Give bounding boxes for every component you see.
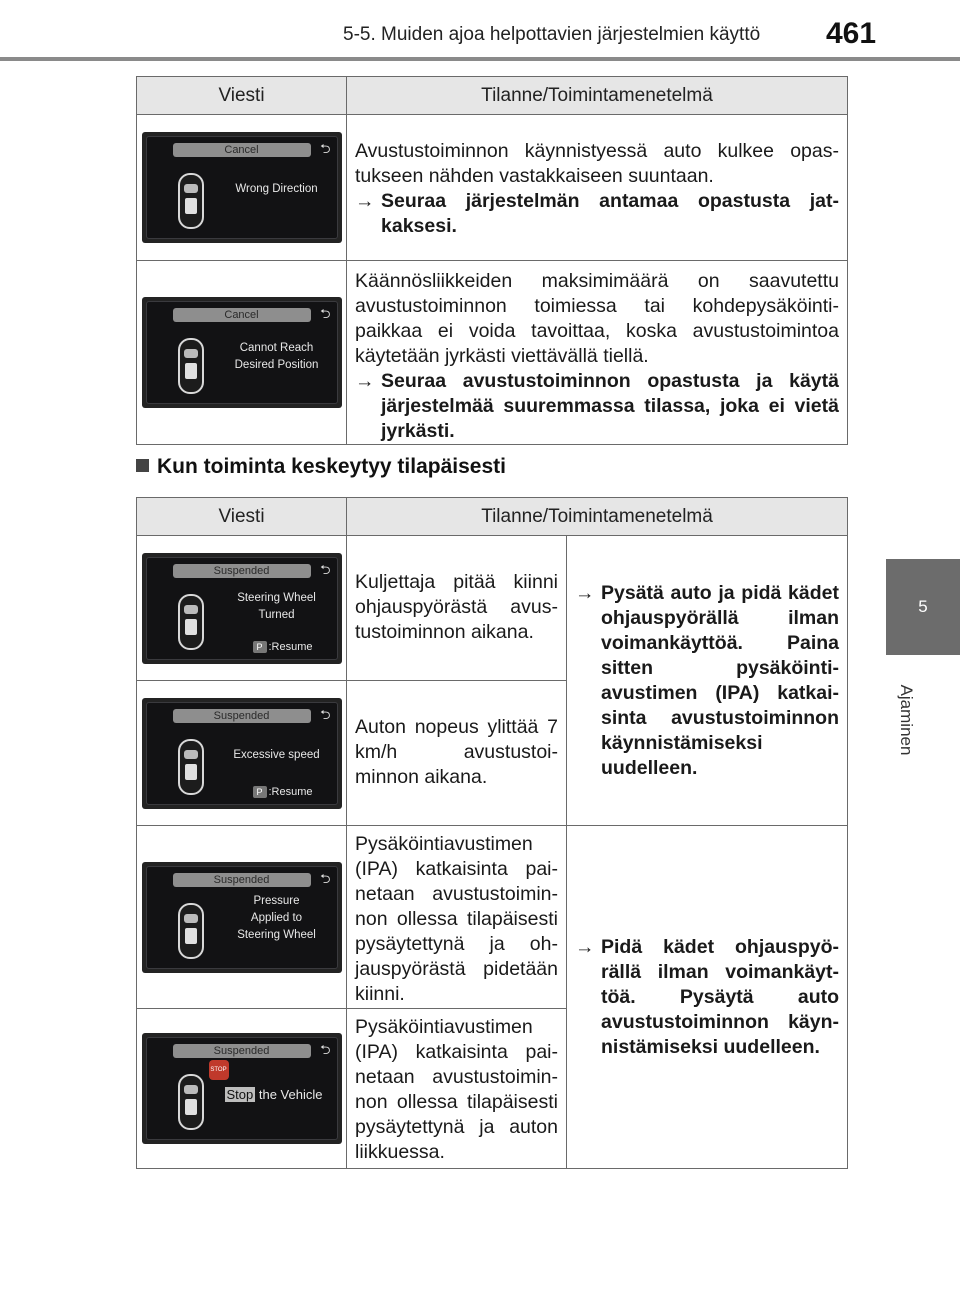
page-number: 461 <box>826 17 877 50</box>
screen-bar: Cancel <box>173 143 311 157</box>
screen-message: Cannot Reach Desired Position <box>234 342 319 371</box>
arrow-icon: → <box>575 935 595 958</box>
action-text: → Pidä kädet ohjauspyö-rällä ilman voimankäyt-töä. Pysäytä auto avustustoiminnon käyn-nistämiseksi uudelleen. <box>575 935 840 1058</box>
message-table-1 <box>136 76 848 445</box>
screen-message: Stop the Vehicle <box>226 1087 323 1102</box>
display-screen <box>142 698 342 809</box>
arrow-icon: → <box>355 190 375 212</box>
car-icon <box>177 593 205 651</box>
action-text: → Seuraa järjestelmän antamaa opastusta jat-kaksesi. <box>355 190 839 237</box>
car-icon <box>177 1073 205 1131</box>
stop-sign-icon: STOP <box>209 1060 229 1080</box>
table-row <box>137 826 848 1009</box>
table-row <box>137 115 848 261</box>
parking-assist-icon: P <box>253 786 267 798</box>
message-table-2 <box>136 497 848 1169</box>
display-screen <box>142 553 342 664</box>
screen-message: Excessive speed <box>233 748 320 761</box>
return-icon: ⮌ <box>320 706 331 722</box>
bullet-square-icon <box>136 459 149 472</box>
action-text: → Pysätä auto ja pidä kädet ohjauspyörällä ilman voimankäyttöä. Paina sitten pysäköinti-avustimen (IPA) katkai-sinta avustustoiminnon käynnistämiseksi uudelleen. <box>575 581 840 779</box>
return-icon: ⮌ <box>320 1042 331 1057</box>
situation-text: Kuljettaja pitää kiinni ohjauspyörästä avus-tustoiminnon aikana. <box>355 571 558 643</box>
chapter-tab: 5 <box>886 559 960 655</box>
chapter-label: Ajaminen <box>897 684 916 756</box>
situation-text: Pysäköintiavustimen (IPA) katkaisinta pai-netaan avustustoimin-non ollessa tilapäisesti pysäytettynä ja oh-jauspyörästä pidetään kiinni. <box>355 833 558 1005</box>
resume-hint: P :Resume <box>253 786 313 798</box>
display-screen <box>142 297 342 408</box>
screen-bar: Suspended <box>173 873 311 887</box>
car-icon <box>177 337 205 395</box>
table-row <box>137 536 848 681</box>
screen-bar: Cancel <box>173 308 311 322</box>
return-icon: ⮌ <box>320 306 331 321</box>
return-icon: ⮌ <box>320 141 331 156</box>
section-heading: Kun toiminta keskeytyy tilapäisesti <box>136 455 506 479</box>
screen-bar: Suspended <box>173 709 311 723</box>
situation-text: Avustustoiminnon käynnistyessä auto kulkee opas-tukseen nähden vastakkaiseen suuntaan. <box>355 140 839 187</box>
display-screen <box>142 132 342 243</box>
situation-text: Käännösliikkeiden maksimimäärä on saavutettu avustustoiminnon toimiessa tai kohdepysäköinti-paikkaa ei voida tavoittaa, koska avustustoimintoa käytetään jyrkästi viettävällä tiellä. <box>355 270 839 367</box>
car-icon <box>177 902 205 960</box>
arrow-icon: → <box>575 581 595 604</box>
screen-message: Pressure Applied to Steering Wheel <box>237 894 316 941</box>
car-icon <box>177 738 205 796</box>
resume-hint: P :Resume <box>253 641 313 653</box>
return-icon: ⮌ <box>320 561 331 577</box>
situation-text: Auton nopeus ylittää 7 km/h avustustoi-minnon aikana. <box>355 716 558 788</box>
table-row <box>137 261 848 445</box>
screen-bar: Suspended <box>173 1044 311 1058</box>
screen-bar: Suspended <box>173 564 311 578</box>
col-header-message: Viesti <box>137 77 347 115</box>
header-divider <box>0 57 960 61</box>
col-header-message: Viesti <box>137 498 347 536</box>
arrow-icon: → <box>355 370 375 392</box>
situation-text: Pysäköintiavustimen (IPA) katkaisinta pai-netaan avustustoimin-non ollessa tilapäisesti pysäytettynä ja auton liikkuessa. <box>355 1016 558 1163</box>
section-title: 5-5. Muiden ajoa helpottavien järjestelmien käyttö <box>343 24 761 45</box>
screen-message: Wrong Direction <box>235 183 318 195</box>
screen-message: Steering Wheel Turned <box>237 591 316 621</box>
display-screen <box>142 862 342 973</box>
car-icon <box>177 172 205 230</box>
col-header-situation: Tilanne/Toimintamenetelmä <box>347 77 848 115</box>
col-header-situation: Tilanne/Toimintamenetelmä <box>347 498 848 536</box>
parking-assist-icon: P <box>253 641 267 653</box>
display-screen <box>142 1033 342 1144</box>
return-icon: ⮌ <box>320 870 331 886</box>
action-text: → Seuraa avustustoiminnon opastusta ja käytä järjestelmää suuremmassa tilassa, joka ei vietä jyrkästi. <box>355 370 839 442</box>
